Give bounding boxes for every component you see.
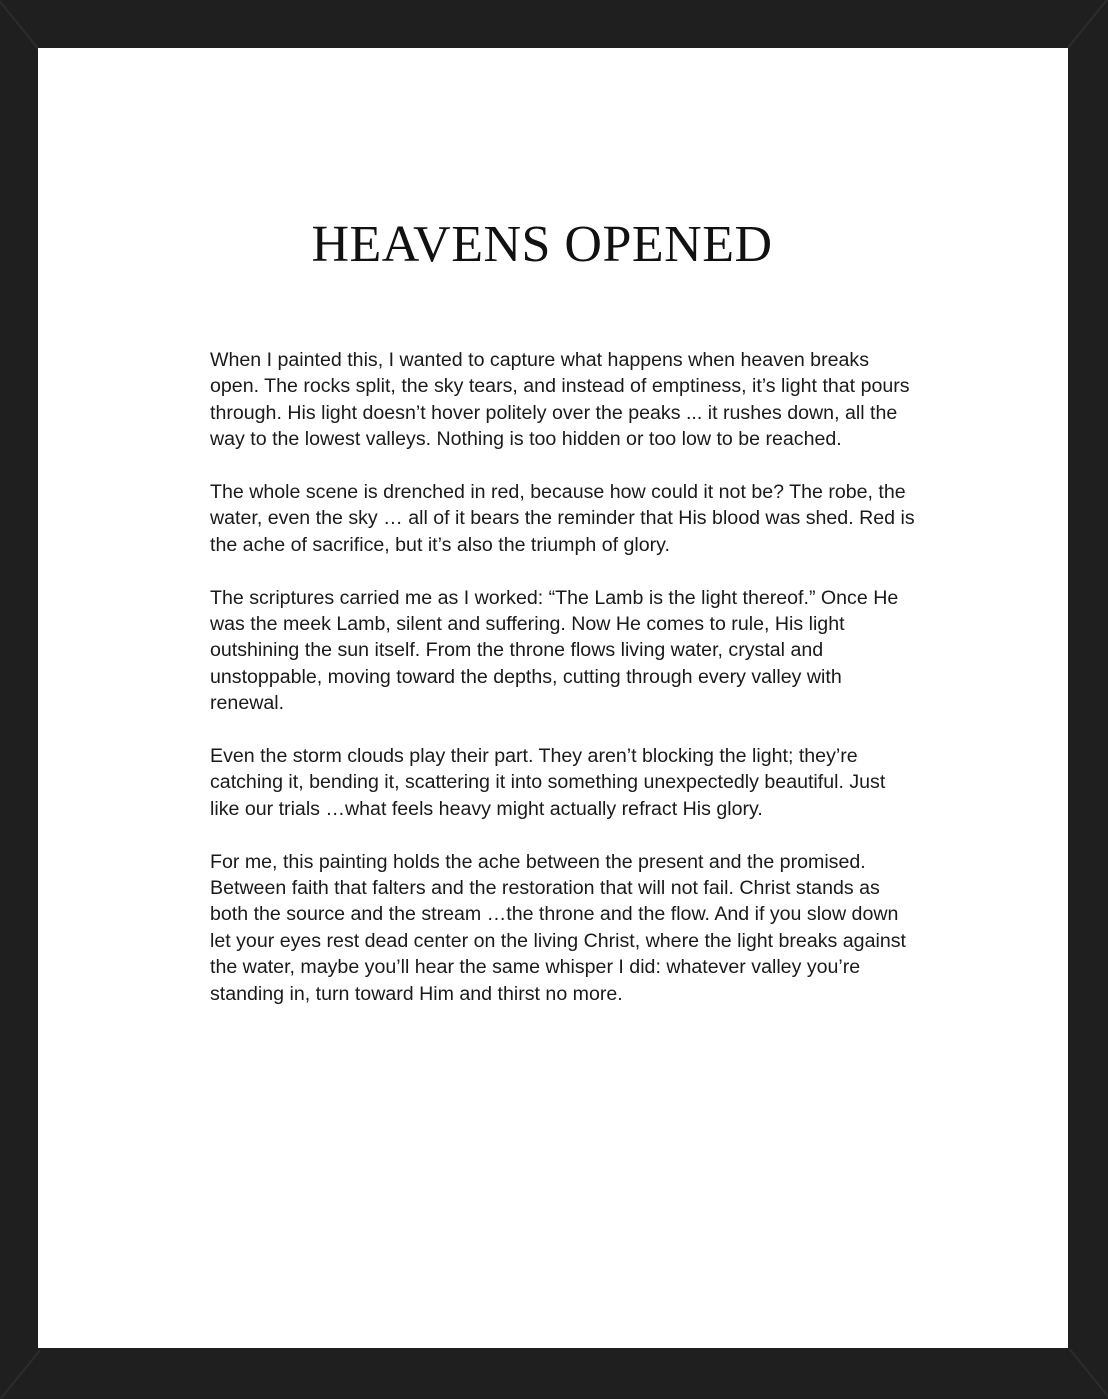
- paragraph-3: The scriptures carried me as I worked: “The Lamb is the light thereof.” Once He was the meek Lamb, silent and suffering. Now He comes to rule, His light outshining the sun itself. From the throne flows living water, crystal and unstoppable, moving toward the depths, cutting through every valley with renewal.: [210, 586, 899, 715]
- page-title: HEAVENS OPENED: [311, 216, 773, 273]
- frame-bevel-bottom-left: [0, 1350, 41, 1399]
- artist-statement: [210, 347, 920, 1033]
- paragraph-1: When I painted this, I wanted to capture what happens when heaven breaks open. The rocks split, the sky tears, and instead of emptiness, it’s light that pours through. His light doesn’t hover politely over the peaks ... it rushes down, all the way to the lowest valleys. Nothing is too hidden or too low to be reached.: [210, 349, 910, 451]
- paragraph-4: Even the storm clouds play their part. They aren’t blocking the light; they’re catching it, bending it, scattering it into something unexpectedly beautiful. Just like our trials …what feels heavy might actually refract His glory.: [210, 745, 886, 820]
- frame-bevel-top-left: [0, 0, 39, 49]
- paragraph-5: For me, this painting holds the ache between the present and the promised. Between faith that falters and the restoration that will not fail. Christ stands as both the source and the stream …the throne and the flow. And if you slow down let your eyes rest dead center on the living Christ, where the light breaks against the water, maybe you’ll hear the same whisper I did: whatever valley you’re standing in, turn toward Him and thirst no more.: [210, 850, 906, 1005]
- frame-bevel-bottom-right: [1069, 1349, 1108, 1398]
- paragraph-2: The whole scene is drenched in red, because how could it not be? The robe, the water, even the sky … all of it bears the reminder that His blood was shed. Red is the ache of sacrifice, but it’s also the triumph of glory.: [210, 481, 915, 556]
- frame-bevel-top-right: [1067, 0, 1108, 48]
